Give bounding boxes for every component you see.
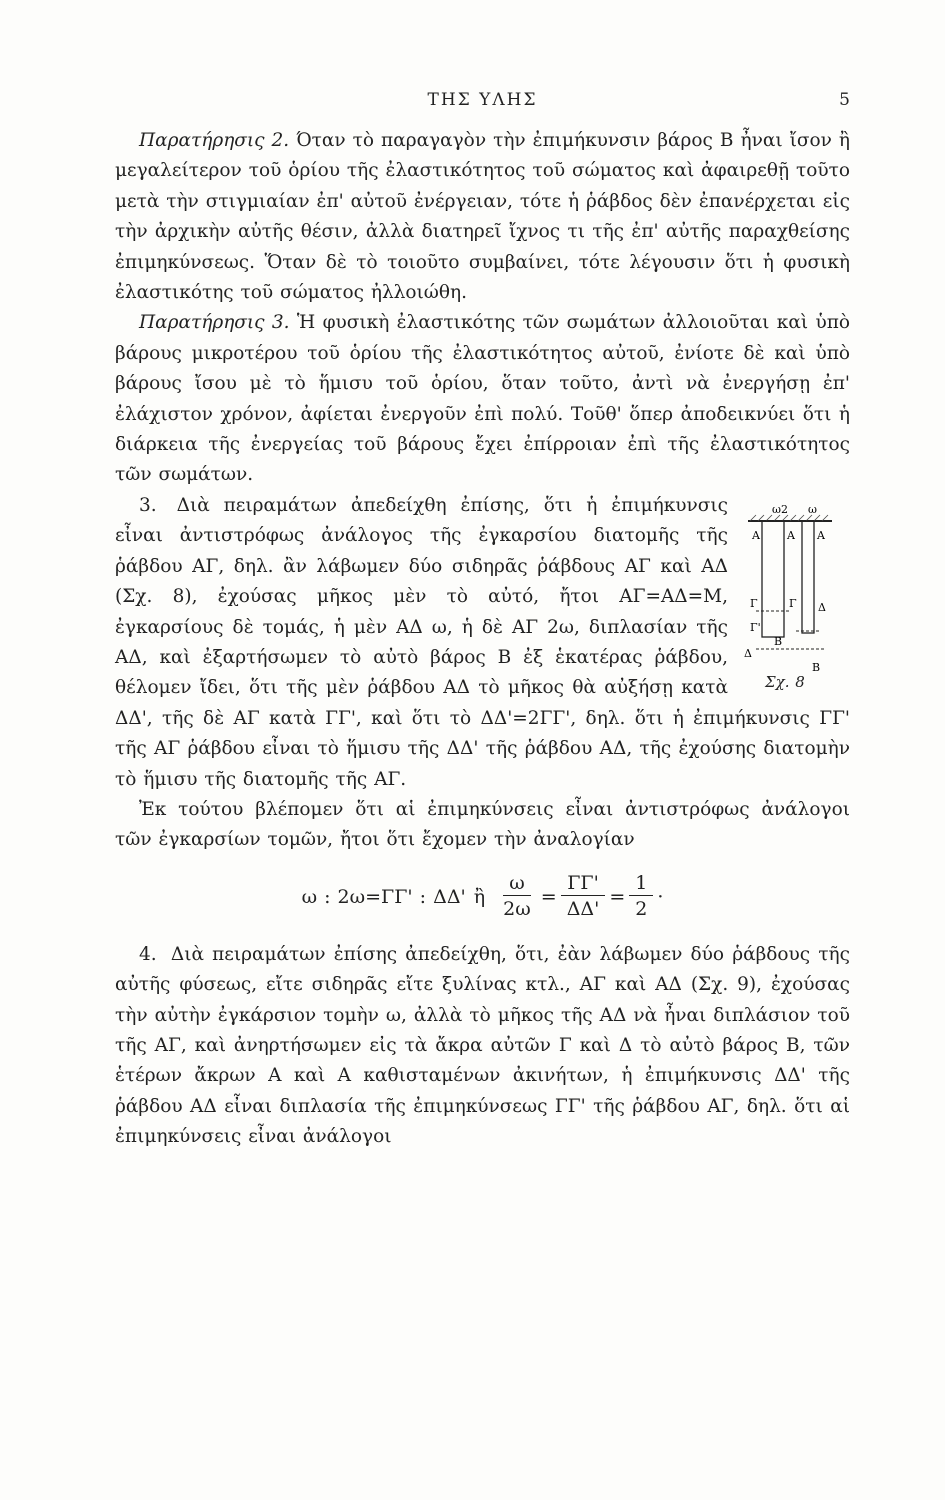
- fig-label-g-prime: Γ': [750, 620, 761, 634]
- fig-label-b: Β: [774, 634, 783, 648]
- fig-label-a-right: Α: [817, 528, 825, 542]
- fig-label-d: Δ: [818, 600, 826, 614]
- remark-3-text: Ἡ φυσικὴ ἐλαστικότης τῶν σωμάτων ἀλλοιοῦται καὶ ὑπὸ βάρους μικροτέρου τοῦ ὁρίου τῆς ἐλαστικότητος αὐτοῦ, ἐνίοτε δὲ καὶ ὑπὸ βάρους ἴσου μὲ τὸ ἥμισυ τοῦ ὁρίου, ὅταν τοῦτο, ἀντὶ νὰ ἐνεργήσῃ ἐπ' ἐλάχιστον χρόνον, ἀφίεται ἐνεργοῦν ἐπὶ πολύ. Τοῦθ' ὅπερ ἀποδεικνύει ὅτι ἡ διάρκεια τῆς ἐνεργείας τοῦ βάρους ἔχει ἐπίρροιαν ἐπὶ τῆς ἐλαστικότητος τῶν σωμάτων.: [115, 312, 850, 486]
- remark-2-text: Όταν τὸ παραγαγὸν τὴν ἐπιμήκυνσιν βάρος Β ἦναι ἴσον ἢ μεγαλείτερον τοῦ ὁρίου τῆς ἐλαστικότητος τοῦ σώματος καὶ ἀφαιρεθῇ τοῦτο μετὰ τὴν στιγμιαίαν ἐπ' αὐτοῦ ἐνέργειαν, τότε ἡ ῥάβδος δὲν ἐπανέρχεται εἰς τὴν ἀρχικὴν αὐτῆς θέσιν, ἀλλὰ διατηρεῖ ἴχνος τι τῆς ἐπ' αὐτῆς παραχθείσης ἐπιμηκύνσεως. Ὅταν δὲ τὸ τοιοῦτο συμβαίνει, τότε λέγουσιν ὅτι ἡ φυσικὴ ἐλαστικότης τοῦ σώματος ἠλλοιώθη.: [115, 130, 850, 304]
- page-number: 5: [839, 90, 850, 110]
- fig-label-a-left: Α: [752, 528, 760, 542]
- formula-fraction-2: [561, 871, 606, 922]
- frac1-denominator: 2ω: [503, 898, 531, 921]
- figure-8-caption: Σχ. 8: [765, 672, 805, 691]
- fig-label-g-mid: Γ: [789, 596, 797, 610]
- formula-eq-2: =: [609, 885, 626, 908]
- frac2-denominator: ΔΔ': [566, 898, 600, 921]
- remark-2-label: Παρατήρησις 2.: [139, 130, 290, 151]
- fig-label-g: Γ: [750, 596, 758, 610]
- body-text: [115, 126, 850, 1153]
- fig-label-b-bottom: Β: [812, 660, 821, 674]
- formula-lhs: ω : 2ω=ΓΓ' : ΔΔ': [301, 885, 466, 908]
- running-title: ΤΗΣ ΥΛΗΣ: [427, 90, 538, 110]
- remark-2: [115, 126, 850, 308]
- frac3-numerator: 1: [629, 871, 653, 896]
- figure-8: [740, 499, 850, 699]
- formula-fraction-3: [629, 871, 653, 922]
- section-3-number: 3.: [139, 494, 157, 516]
- remark-3-label: Παρατήρησις 3.: [139, 312, 290, 334]
- frac3-denominator: 2: [635, 898, 648, 921]
- fig-label-omega2: ω2: [772, 502, 788, 516]
- page-header: [115, 90, 850, 114]
- fig-label-omega: ω: [808, 502, 817, 516]
- proportion-formula: [115, 860, 850, 934]
- section-3-text: Διὰ πειραμάτων ἀπεδείχθη ἐπίσης, ὅτι ἡ ἐπιμήκυνσις εἶναι ἀντιστρόφως ἀνάλογος τῆς ἐγκαρσίου διατομῆς τῆς ῥάβδου ΑΓ, δηλ. ἂν λάβωμεν δύο σιδηρᾶς ῥάβδους ΑΓ καὶ ΑΔ (Σχ. 8), ἐχούσας μῆκος μὲν τὸ αὐτό, ἤτοι ΑΓ=ΑΔ=Μ, ἐγκαρσίους δὲ τομάς, ἡ μὲν ΑΔ ω, ἡ δὲ ΑΓ 2ω, διπλασίαν τῆς ΑΔ, καὶ ἐξαρτήσωμεν τὸ αὐτὸ βάρος Β ἐξ ἑκατέρας ῥάβδου, θέλομεν ἴδει, ὅτι τῆς μὲν ῥάβδου ΑΔ τὸ μῆκος θὰ αὐξήσῃ κατὰ ΔΔ', τῆς δὲ ΑΓ κατὰ ΓΓ', καὶ ὅτι τὸ ΔΔ'=2ΓΓ', δηλ. ὅτι ἡ ἐπιμήκυνσις ΓΓ' τῆς ΑΓ ῥάβδου εἶναι τὸ ἥμισυ τῆς ΔΔ' τῆς ῥάβδου ΑΔ, τῆς ἐχούσης διατομὴν τὸ ἥμισυ τῆς διατομῆς τῆς ΑΓ.: [115, 494, 850, 790]
- frac2-numerator: ΓΓ': [561, 871, 605, 896]
- formula-connector: ἢ: [473, 885, 486, 908]
- formula-eq-1: =: [540, 885, 557, 908]
- frac1-numerator: ω: [503, 871, 531, 896]
- formula-end: ·: [657, 885, 664, 908]
- fig-label-d-bottom: Δ: [744, 646, 752, 660]
- section-3-conclusion: Ἐκ τούτου βλέπομεν ὅτι αἱ ἐπιμηκύνσεις εἶναι ἀντιστρόφως ἀνάλογοι τῶν ἐγκαρσίων τομῶν, ἤτοι ὅτι ἔχομεν τὴν ἀναλογίαν: [115, 798, 850, 851]
- section-3: [115, 491, 850, 856]
- remark-3: [115, 308, 850, 490]
- section-4-paragraph: [115, 940, 850, 1153]
- section-4-number: 4.: [139, 943, 157, 965]
- section-4-text: Διὰ πειραμάτων ἐπίσης ἀπεδείχθη, ὅτι, ἐὰν λάβωμεν δύο ῥάβδους τῆς αὐτῆς φύσεως, εἴτε σιδηρᾶς εἴτε ξυλίνας κτλ., ΑΓ καὶ ΑΔ (Σχ. 9), ἐχούσας τὴν αὐτὴν ἐγκάρσιον τομὴν ω, ἀλλὰ τὸ μῆκος τῆς ΑΔ νὰ ἦναι διπλάσιον τοῦ τῆς ΑΓ, καὶ ἀνηρτήσωμεν εἰς τὰ ἄκρα αὐτῶν Γ καὶ Δ τὸ αὐτὸ βάρος Β, τῶν ἑτέρων ἄκρων Α καὶ Α καθισταμένων ἀκινήτων, ἡ ἐπιμήκυνσις ΔΔ' τῆς ῥάβδου ΑΔ εἶναι διπλασία τῆς ἐπιμηκύνσεως ΓΓ' τῆς ῥάβδου ΑΓ, δηλ. ὅτι αἱ ἐπιμηκύνσεις εἶναι ἀνάλογοι: [115, 943, 850, 1148]
- formula-fraction-1: [497, 871, 537, 922]
- fig-label-a-mid: Α: [787, 528, 795, 542]
